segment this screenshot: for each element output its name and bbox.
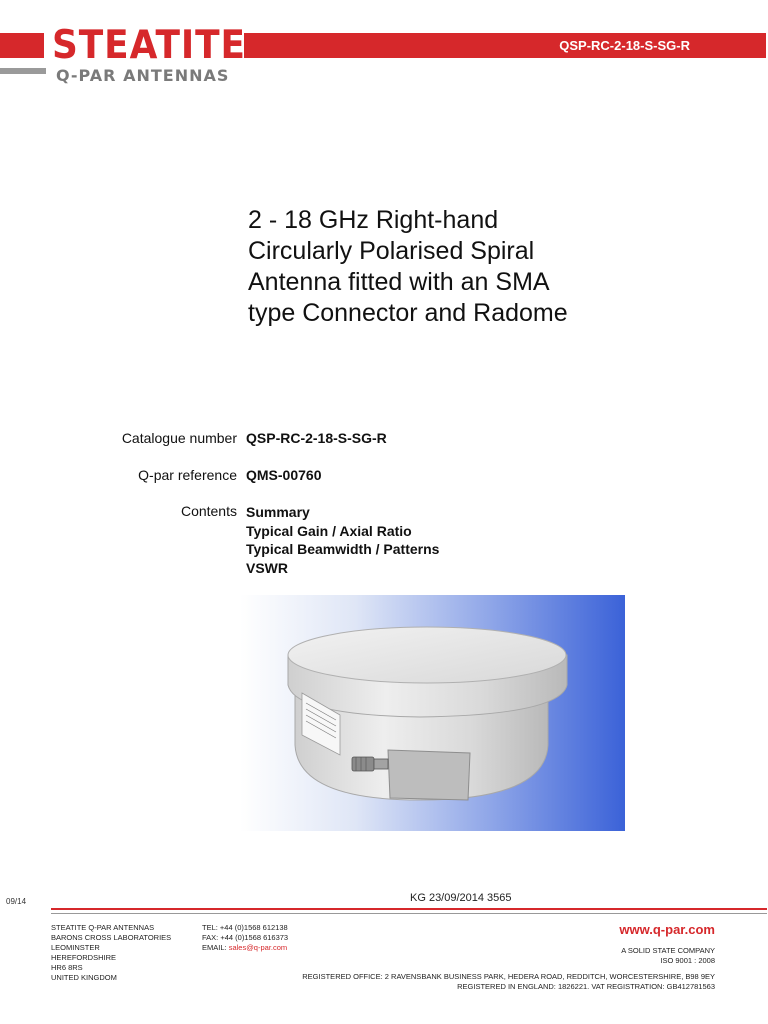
solid-state-company: A SOLID STATE COMPANY <box>621 946 715 955</box>
fax: FAX: +44 (0)1568 616373 <box>202 933 289 942</box>
company-info <box>621 946 715 966</box>
website-link[interactable]: www.q-par.com <box>619 922 715 937</box>
email-line <box>202 943 288 953</box>
contact-details <box>202 923 288 953</box>
antenna-illustration <box>240 595 625 831</box>
logo-grey-bar <box>0 68 46 74</box>
address-line: UNITED KINGDOM <box>51 973 117 982</box>
document-title <box>248 205 668 329</box>
address-line: STEATITE Q-PAR ANTENNAS <box>51 923 155 932</box>
registered-office: REGISTERED OFFICE: 2 RAVENSBANK BUSINESS PARK, HEDERA ROAD, REDDITCH, WORCESTERSHIRE, B98 9EY <box>302 972 715 981</box>
address-line: BARONS CROSS LABORATORIES <box>51 933 172 942</box>
qpar-reference-value: QMS-00760 <box>246 467 322 483</box>
header-red-bar-left <box>0 33 44 58</box>
address-line: LEOMINSTER <box>51 943 100 952</box>
telephone: TEL: +44 (0)1568 612138 <box>202 923 288 932</box>
email-label: EMAIL: <box>202 943 229 952</box>
title-line: Antenna fitted with an SMA <box>248 268 550 296</box>
company-address <box>51 923 171 983</box>
contents-list <box>246 503 439 577</box>
steatite-logo: STEATITE <box>52 23 246 68</box>
address-line: HEREFORDSHIRE <box>51 953 117 962</box>
footer-red-line <box>51 908 767 910</box>
footer-grey-line <box>51 913 767 914</box>
contents-item: Typical Beamwidth / Patterns <box>246 541 440 557</box>
date-code: 09/14 <box>6 897 27 906</box>
registered-england: REGISTERED IN ENGLAND: 1826221. VAT REGISTRATION: GB412781563 <box>457 982 715 991</box>
qpar-antennas-logo-text: Q-PAR ANTENNAS <box>56 66 230 85</box>
product-code-header: QSP-RC-2-18-S-SG-R <box>559 38 690 53</box>
contents-item: Typical Gain / Axial Ratio <box>246 522 412 539</box>
title-line: Circularly Polarised Spiral <box>248 237 535 265</box>
iso-certification: ISO 9001 : 2008 <box>660 956 715 965</box>
contents-item: VSWR <box>246 559 288 576</box>
contents-label: Contents <box>180 503 237 519</box>
title-line: type Connector and Radome <box>248 299 568 327</box>
contents-item: Summary <box>246 504 310 520</box>
catalogue-value: QSP-RC-2-18-S-SG-R <box>246 430 387 446</box>
title-line: 2 - 18 GHz Right-hand <box>248 206 499 234</box>
registration-info <box>302 972 715 992</box>
address-line: HR6 8RS <box>51 963 83 972</box>
email-link[interactable]: sales@q-par.com <box>228 943 288 952</box>
antenna-product-photo <box>240 595 625 831</box>
kg-reference: KG 23/09/2014 3565 <box>410 892 512 904</box>
catalogue-label: Catalogue number <box>121 430 237 446</box>
qpar-reference-label: Q-par reference <box>138 467 237 483</box>
